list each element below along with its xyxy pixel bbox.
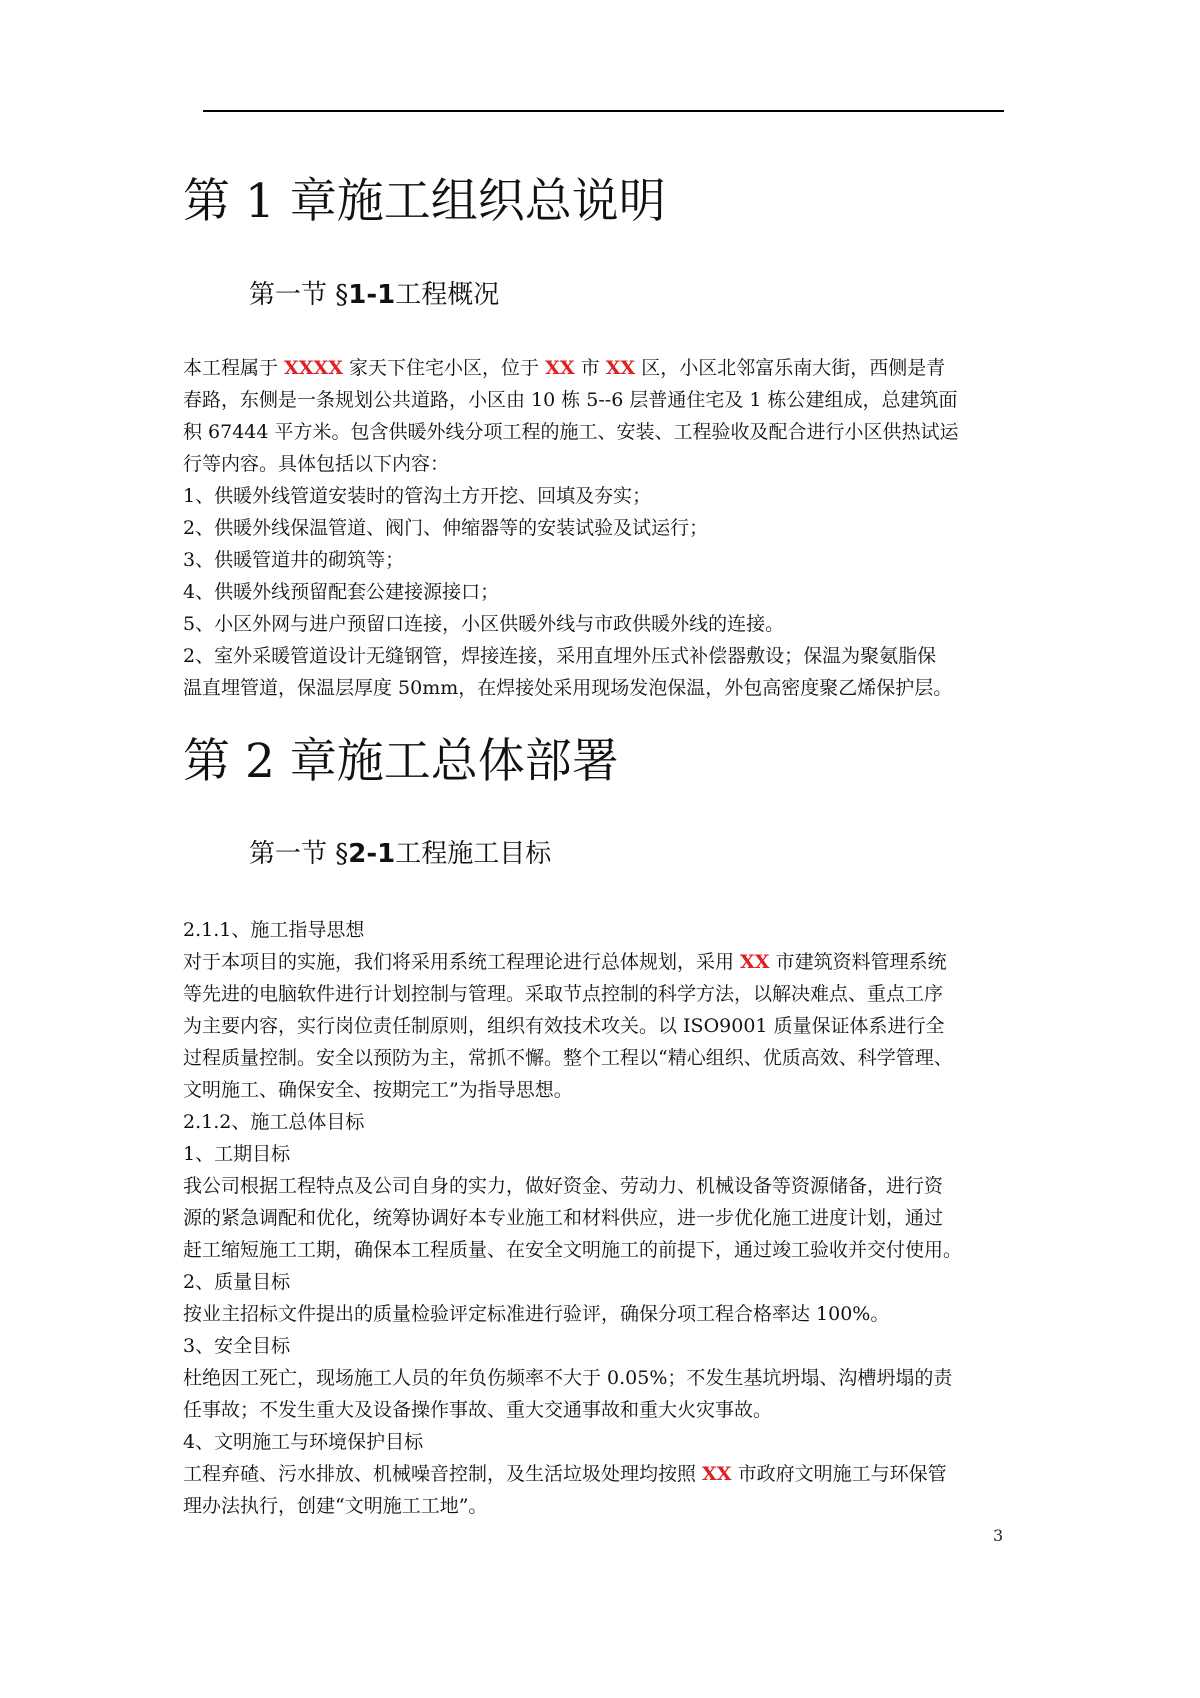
text-line xyxy=(183,448,1033,480)
text-line xyxy=(183,480,1033,512)
text-segment: 2、室外采暖管道设计无缝钢管，焊接连接，采用直埋外压式补偿器敷设；保温为聚氨脂保 xyxy=(183,645,937,667)
text-segment: 4、供暖外线预留配套公建接源接口； xyxy=(183,581,500,603)
text-line xyxy=(183,1426,1033,1458)
text-segment: 等先进的电脑软件进行计划控制与管理。采取节点控制的科学方法，以解决难点、重点工序 xyxy=(183,983,944,1005)
chapter-1-body xyxy=(183,352,1033,704)
text-segment: 按业主招标文件提出的质量检验评定标准进行验评，确保分项工程合格率达 100%。 xyxy=(183,1303,890,1325)
text-line xyxy=(183,1458,1033,1490)
highlighted-placeholder: XX xyxy=(545,357,575,379)
text-segment: 市 xyxy=(574,357,606,379)
text-segment: 市建筑资料管理系统 xyxy=(769,951,947,973)
text-line xyxy=(183,672,1033,704)
text-line xyxy=(183,384,1033,416)
section-1-1-number: 1-1 xyxy=(348,280,396,310)
chapter-2-body xyxy=(183,914,1033,1522)
text-segment: 2、供暖外线保温管道、阀门、伸缩器等的安装试验及试运行； xyxy=(183,517,709,539)
highlighted-placeholder: XX xyxy=(740,951,770,973)
section-2-1-label: 工程施工目标 xyxy=(395,839,552,869)
text-segment: 市政府文明施工与环保管 xyxy=(731,1463,947,1485)
highlighted-placeholder: XXXX xyxy=(284,357,344,379)
text-segment: 理办法执行，创建“文明施工工地”。 xyxy=(183,1495,488,1517)
text-segment: 文明施工、确保安全、按期完工”为指导思想。 xyxy=(183,1079,573,1101)
text-segment: 春路，东侧是一条规划公共道路，小区由 10 栋 5--6 层普通住宅及 1 栋公建组成，总建筑面 xyxy=(183,389,958,411)
text-line xyxy=(183,1074,1033,1106)
text-segment: 过程质量控制。安全以预防为主，常抓不懈。整个工程以“精心组织、优质高效、科学管理、 xyxy=(183,1047,953,1069)
text-line xyxy=(183,1394,1033,1426)
text-segment: 行等内容。具体包括以下内容： xyxy=(183,453,450,475)
text-segment: 2.1.1、施工指导思想 xyxy=(183,919,365,941)
text-segment: 1、工期目标 xyxy=(183,1143,291,1165)
text-segment: 杜绝因工死亡，现场施工人员的年负伤频率不大于 0.05%；不发生基坑坍塌、沟槽坍塌的责 xyxy=(183,1367,953,1389)
section-1-1-prefix: 第一节 § xyxy=(249,280,349,310)
text-line xyxy=(183,978,1033,1010)
section-2-1-title xyxy=(249,838,551,870)
text-segment: 任事故；不发生重大及设备操作事故、重大交通事故和重大火灾事故。 xyxy=(183,1399,773,1421)
text-segment: 区，小区北邻富乐南大街，西侧是青 xyxy=(635,357,946,379)
page-number: 3 xyxy=(993,1526,1004,1545)
text-line xyxy=(183,512,1033,544)
text-segment: 工程弃碴、污水排放、机械噪音控制，及生活垃圾处理均按照 xyxy=(183,1463,703,1485)
text-line xyxy=(183,1266,1033,1298)
header-rule xyxy=(203,110,1004,112)
text-line xyxy=(183,1010,1033,1042)
text-line xyxy=(183,416,1033,448)
text-line xyxy=(183,544,1033,576)
section-2-1-prefix: 第一节 § xyxy=(249,839,349,869)
text-segment: 本工程属于 xyxy=(183,357,285,379)
text-line xyxy=(183,608,1033,640)
text-segment: 2.1.2、施工总体目标 xyxy=(183,1111,365,1133)
text-segment: 4、文明施工与环境保护目标 xyxy=(183,1431,424,1453)
chapter-1-title: 第 1 章施工组织总说明 xyxy=(183,174,666,229)
text-segment: 赶工缩短施工工期，确保本工程质量、在安全文明施工的前提下，通过竣工验收并交付使用。 xyxy=(183,1239,963,1261)
text-segment: 我公司根据工程特点及公司自身的实力，做好资金、劳动力、机械设备等资源储备，进行资 xyxy=(183,1175,944,1197)
text-segment: 温直埋管道，保温层厚度 50mm，在焊接处采用现场发泡保温，外包高密度聚乙烯保护层。 xyxy=(183,677,953,699)
text-line xyxy=(183,1106,1033,1138)
text-segment: 2、质量目标 xyxy=(183,1271,291,1293)
text-line xyxy=(183,1362,1033,1394)
text-line xyxy=(183,1138,1033,1170)
text-line xyxy=(183,640,1033,672)
text-segment: 5、小区外网与进户预留口连接，小区供暖外线与市政供暖外线的连接。 xyxy=(183,613,785,635)
text-line xyxy=(183,1170,1033,1202)
text-line xyxy=(183,352,1033,384)
section-1-1-label: 工程概况 xyxy=(395,280,500,310)
text-line xyxy=(183,1330,1033,1362)
text-line xyxy=(183,946,1033,978)
text-segment: 家天下住宅小区，位于 xyxy=(343,357,546,379)
highlighted-placeholder: XX xyxy=(605,357,636,379)
text-segment: 3、供暖管道井的砌筑等； xyxy=(183,549,405,571)
text-line xyxy=(183,1234,1033,1266)
text-line xyxy=(183,1298,1033,1330)
text-segment: 对于本项目的实施，我们将采用系统工程理论进行总体规划，采用 xyxy=(183,951,741,973)
text-line xyxy=(183,576,1033,608)
text-segment: 1、供暖外线管道安装时的管沟土方开挖、回填及夯实； xyxy=(183,485,652,507)
chapter-2-title: 第 2 章施工总体部署 xyxy=(183,734,619,789)
section-2-1-number: 2-1 xyxy=(348,839,396,869)
text-segment: 为主要内容，实行岗位责任制原则，组织有效技术攻关。以 ISO9001 质量保证体系进行全 xyxy=(183,1015,945,1037)
highlighted-placeholder: XX xyxy=(702,1463,732,1485)
text-line xyxy=(183,1202,1033,1234)
text-line xyxy=(183,1490,1033,1522)
text-segment: 源的紧急调配和优化，统筹协调好本专业施工和材料供应，进一步优化施工进度计划，通过 xyxy=(183,1207,944,1229)
text-segment: 积 67444 平方米。包含供暖外线分项工程的施工、安装、工程验收及配合进行小区供热试运 xyxy=(183,421,959,443)
text-line xyxy=(183,1042,1033,1074)
text-segment: 3、安全目标 xyxy=(183,1335,291,1357)
section-1-1-title xyxy=(249,279,499,311)
text-line xyxy=(183,914,1033,946)
